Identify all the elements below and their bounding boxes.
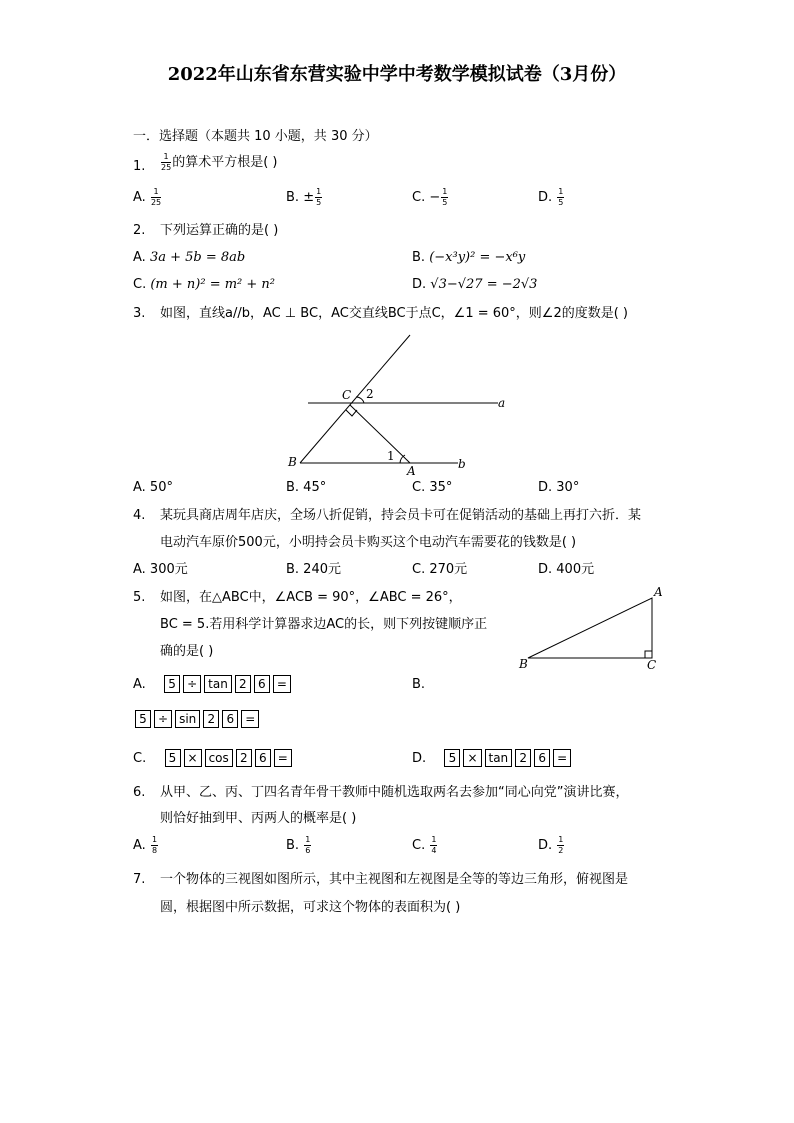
question-2-option-d[interactable]: D. √3−√27 = −2√3 — [412, 277, 538, 292]
question-3-option-b[interactable]: B. 45° — [286, 480, 327, 495]
question-3-stem: 如图，直线a//b，AC ⊥ BC，AC交直线BC于点C，∠1 = 60°，则∠2的度数是( ) — [160, 306, 628, 321]
label-1: 1 — [387, 449, 395, 463]
question-4-number: 4. — [133, 508, 146, 523]
question-6-line-1: 从甲、乙、丙、丁四名青年骨干教师中随机选取两名去参加“同心向党”演讲比赛， — [160, 785, 629, 800]
question-3-option-a[interactable]: A. 50° — [133, 480, 173, 495]
question-4-line-2: 电动汽车原价500元，小明持会员卡购买这个电动汽车需要花的钱数是( ) — [160, 535, 577, 550]
question-5-line-2: BC = 5.若用科学计算器求边AC的长，则下列按键顺序正 — [160, 617, 488, 632]
angle-2-arc — [356, 397, 364, 403]
label-a: A — [654, 585, 663, 599]
question-1-option-a[interactable]: A. $\frac{1}{25}$ — [133, 187, 162, 207]
label-2: 2 — [366, 387, 374, 401]
question-4-line-1: 某玩具商店周年店庆，全场八折促销，持会员卡可在促销活动的基础上再打六折．某 — [160, 508, 642, 523]
label-a-point: A — [407, 464, 416, 478]
question-5-number: 5. — [133, 590, 146, 605]
question-1-stem: $\frac{1}{25}$ 的算术平方根是( ) — [161, 152, 278, 172]
question-5-line-1: 如图，在△ABC中，∠ACB = 90°，∠ABC = 26°， — [160, 590, 462, 605]
triangle-abc — [528, 598, 652, 658]
question-1-number: 1. — [133, 159, 146, 174]
question-7-number: 7. — [133, 872, 146, 887]
question-4-option-a[interactable]: A. 300元 — [133, 562, 188, 577]
question-6-line-2: 则恰好抽到甲、丙两人的概率是( ) — [160, 811, 357, 826]
question-6-option-a[interactable]: A. $\frac{1}{8}$ — [133, 835, 158, 855]
question-4-option-c[interactable]: C. 270元 — [412, 562, 468, 577]
question-5-line-3: 确的是( ) — [160, 644, 214, 659]
question-5-figure — [515, 585, 665, 670]
question-5-option-a[interactable]: A. 5 ÷ tan 2 6 = — [133, 675, 294, 694]
question-5-option-b-keys[interactable]: 5 ÷ sin 2 6 = — [135, 710, 262, 729]
label-c: C — [342, 388, 352, 402]
question-5-option-b-label[interactable]: B. — [412, 677, 426, 692]
question-7-line-2: 圆，根据图中所示数据，可求这个物体的表面积为( ) — [160, 900, 461, 915]
question-5-option-c[interactable]: C. 5 × cos 2 6 = — [133, 749, 295, 768]
label-b-line: b — [458, 457, 466, 471]
line-ac — [350, 405, 410, 463]
question-3-option-d[interactable]: D. 30° — [538, 480, 580, 495]
question-4-option-d[interactable]: D. 400元 — [538, 562, 595, 577]
question-3-option-c[interactable]: C. 35° — [412, 480, 453, 495]
question-4-option-b[interactable]: B. 240元 — [286, 562, 341, 577]
question-2-option-c[interactable]: C. (m + n)² = m² + n² — [133, 277, 276, 292]
question-3-number: 3. — [133, 306, 146, 321]
label-b-point: B — [288, 455, 297, 469]
label-b: B — [519, 657, 528, 670]
question-3-figure — [280, 330, 520, 478]
question-6-option-b[interactable]: B. $\frac{1}{6}$ — [286, 835, 311, 855]
right-angle-mark — [346, 410, 357, 416]
label-c: C — [647, 658, 657, 670]
line-bc — [300, 335, 410, 463]
fraction: $\frac{1}{25}$ — [161, 152, 172, 172]
question-1-option-d[interactable]: D. $\frac{1}{5}$ — [538, 187, 564, 207]
question-7-line-1: 一个物体的三视图如图所示，其中主视图和左视图是全等的等边三角形，俯视图是 — [160, 872, 629, 887]
question-5-option-d[interactable]: D. 5 × tan 2 6 = — [412, 749, 574, 768]
page-title: 2022年山东省东营实验中学中考数学模拟试卷（3月份） — [167, 64, 627, 85]
question-6-option-c[interactable]: C. $\frac{1}{4}$ — [412, 835, 437, 855]
question-6-option-d[interactable]: D. $\frac{1}{2}$ — [538, 835, 564, 855]
question-1-option-b[interactable]: B. ± $\frac{1}{5}$ — [286, 187, 322, 207]
question-1-option-c[interactable]: C. − $\frac{1}{5}$ — [412, 187, 448, 207]
section-heading: 一．选择题（本题共 10 小题，共 30 分） — [133, 129, 378, 144]
question-2-option-b[interactable]: B. (−x³y)² = −x⁶y — [412, 250, 526, 265]
question-6-number: 6. — [133, 785, 146, 800]
label-a-line: a — [498, 396, 506, 410]
question-2-option-a[interactable]: A. 3a + 5b = 8ab — [133, 250, 246, 265]
right-angle-mark — [645, 651, 652, 658]
question-2-number: 2. — [133, 223, 146, 238]
question-2-stem: 下列运算正确的是( ) — [160, 223, 279, 238]
